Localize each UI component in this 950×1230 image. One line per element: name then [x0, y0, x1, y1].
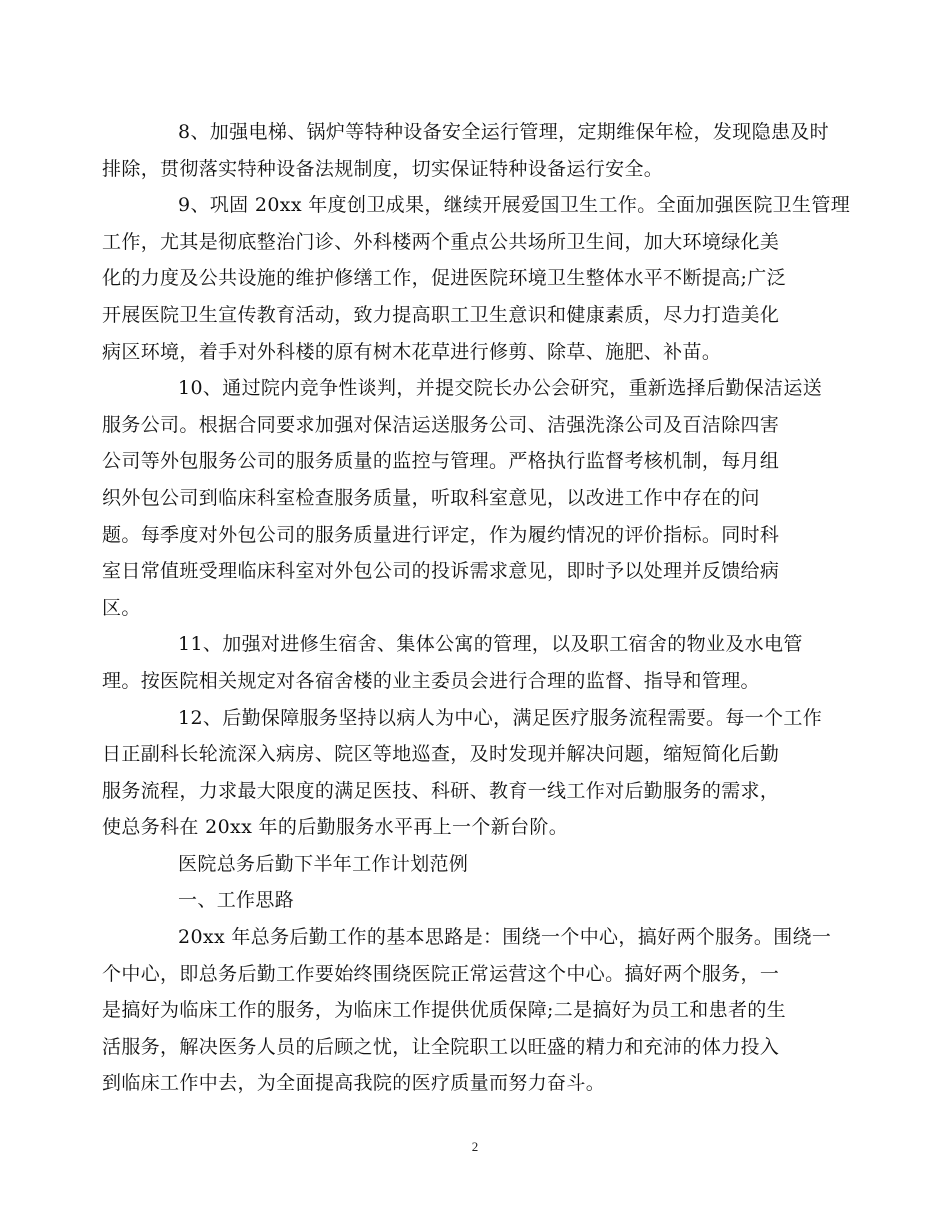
text-line: 11、加强对进修生宿舍、集体公寓的管理，以及职工宿舍的物业及水电管: [178, 633, 803, 656]
text-line: 20xx 年总务后勤工作的基本思路是：围绕一个中心，搞好两个服务。围绕一: [178, 926, 832, 949]
subsection-heading: [140, 882, 812, 919]
text-line: 织外包公司到临床科室检查服务质量，听取科室意见，以改进工作中存在的问: [102, 486, 760, 509]
text-line: 题。每季度对外包公司的服务质量进行评定，作为履约情况的评价指标。同时科: [102, 523, 780, 546]
text-line: 病区环境，着手对外科楼的原有树木花草进行修剪、除草、施肥、补苗。: [102, 340, 722, 363]
text-line: 是搞好为临床工作的服务，为临床工作提供优质保障;二是搞好为员工和患者的生: [102, 999, 787, 1022]
text-line: 活服务，解决医务人员的后顾之忧，让全院职工以旺盛的精力和充沛的体力投入: [102, 1035, 780, 1058]
text-line: 工作，尤其是彻底整治门诊、外科楼两个重点公共场所卫生间，加大环境绿化美: [102, 230, 780, 253]
text-line: 10、通过院内竞争性谈判，并提交院长办公会研究，重新选择后勤保洁运送: [178, 377, 823, 400]
paragraph-item-9: [102, 187, 851, 370]
text-line: 一、工作思路: [178, 889, 295, 912]
section-heading: [140, 846, 812, 883]
text-line: 服务流程，力求最大限度的满足医技、科研、教育一线工作对后勤服务的需求，: [102, 779, 780, 802]
text-line: 室日常值班受理临床科室对外包公司的投诉需求意见，即时予以处理并反馈给病: [102, 560, 780, 583]
page-number: 2: [471, 1139, 479, 1154]
text-line: 开展医院卫生宣传教育活动，致力提高职工卫生意识和健康素质，尽力打造美化: [102, 303, 780, 326]
text-line: 9、巩固 20xx 年度创卫成果，继续开展爱国卫生工作。全面加强医院卫生管理: [178, 194, 851, 217]
text-line: 医院总务后勤下半年工作计划范例: [178, 852, 469, 875]
text-line: 使总务科在 20xx 年的后勤服务水平再上一个新台阶。: [102, 816, 569, 839]
text-line: 日正副科长轮流深入病房、院区等地巡查，及时发现并解决问题，缩短简化后勤: [102, 743, 780, 766]
text-line: 8、加强电梯、锅炉等特种设备安全运行管理，定期维保年检，发现隐患及时: [178, 121, 829, 143]
text-line: 区。: [102, 596, 141, 619]
text-line: 个中心，即总务后勤工作要始终围绕医院正常运营这个中心。搞好两个服务，一: [102, 962, 780, 985]
text-line: 到临床工作中去，为全面提高我院的医疗质量而努力奋斗。: [102, 1072, 606, 1095]
paragraph-item-10: [102, 370, 823, 626]
text-line: 12、后勤保障服务坚持以病人为中心，满足医疗服务流程需要。每一个工作: [178, 706, 823, 729]
document-body: [102, 114, 851, 1102]
paragraph-item-8: [102, 114, 829, 187]
text-line: 公司等外包服务公司的服务质量的监控与管理。严格执行监督考核机制，每月组: [102, 450, 780, 473]
text-line: 服务公司。根据合同要求加强对保洁运送服务公司、洁强洗涤公司及百洁除四害: [102, 413, 780, 436]
paragraph-item-11: [102, 626, 812, 699]
paragraph-item-12: [102, 700, 823, 846]
text-line: 理。按医院相关规定对各宿舍楼的业主委员会进行合理的监督、指导和管理。: [102, 669, 760, 692]
paragraph-work-approach: [102, 919, 832, 1102]
text-line: 排除，贯彻落实特种设备法规制度，切实保证特种设备运行安全。: [102, 157, 664, 180]
text-line: 化的力度及公共设施的维护修缮工作，促进医院环境卫生整体水平不断提高;广泛: [102, 267, 787, 290]
